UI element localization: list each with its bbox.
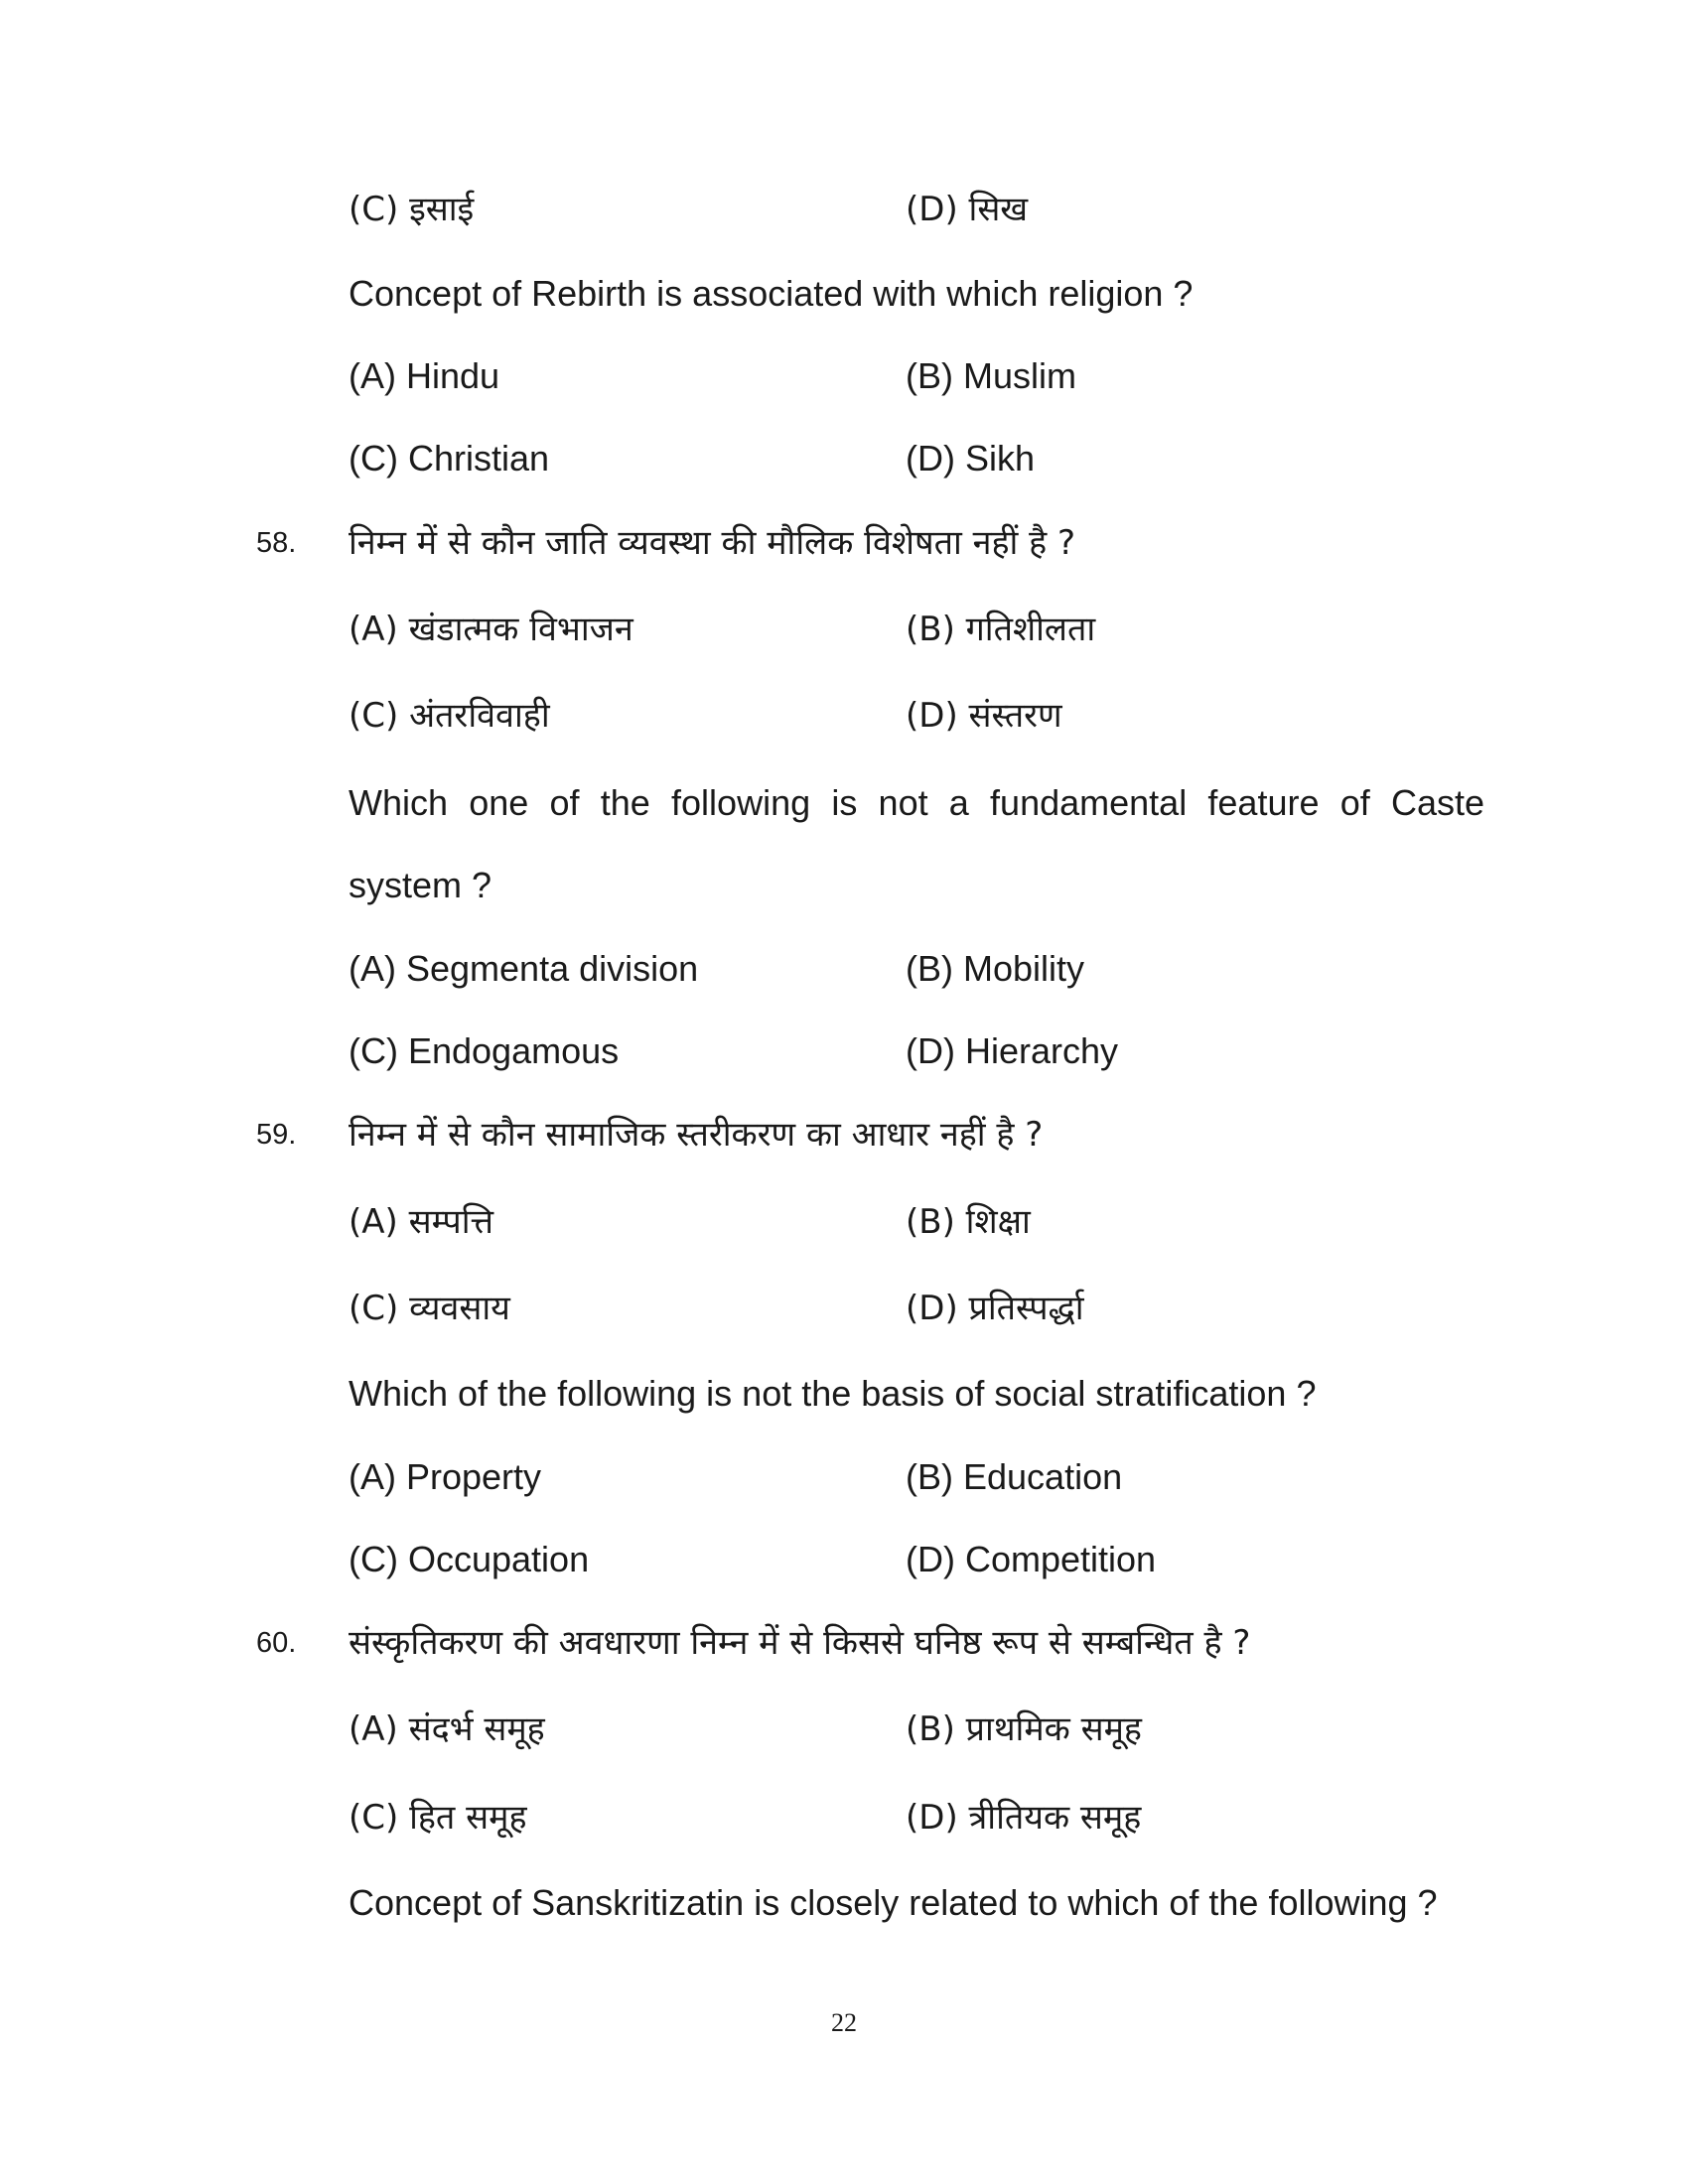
q60-hindi-question-row (0, 1613, 1688, 1673)
q60-english-question-row (0, 1873, 1688, 1933)
q57-hindi-option-c: (C) इसाई (349, 190, 475, 229)
q59-hindi-option-b: (B) शिक्षा (906, 1202, 1031, 1242)
q59-english-question-row (0, 1364, 1688, 1424)
q58-english-question-line-1: Which one of the following is not a fundamental feature of Caste (349, 782, 1484, 823)
q59-hindi-option-a: (A) सम्पत्ति (349, 1202, 494, 1242)
q58-hindi-question-row (0, 513, 1688, 573)
q57-english-question-row (0, 264, 1688, 324)
q59-hindi-options-ab (0, 1192, 1688, 1252)
q60-hindi-options-cd (0, 1788, 1688, 1847)
q59-english-question: Which of the following is not the basis of social stratification ? (349, 1373, 1317, 1414)
q58-english-options-cd (0, 1022, 1688, 1081)
q60-hindi-option-b: (B) प्राथमिक समूह (906, 1709, 1142, 1749)
q59-english-option-c: (C) Occupation (349, 1539, 590, 1579)
q58-english-option-c: (C) Endogamous (349, 1030, 620, 1071)
q59-english-option-d: (D) Competition (906, 1539, 1157, 1579)
q58-english-question-line-2: system ? (349, 865, 492, 905)
q58-english-question-row-1 (0, 773, 1688, 833)
q58-english-option-b: (B) Mobility (906, 948, 1085, 989)
q59-hindi-options-cd (0, 1279, 1688, 1338)
q58-english-options-ab (0, 939, 1688, 999)
q59-hindi-question-row (0, 1105, 1688, 1164)
q58-number: 58. (256, 527, 297, 559)
q57-english-question: Concept of Rebirth is associated with which religion ? (349, 273, 1194, 314)
q59-hindi-option-d: (D) प्रतिस्पर्द्धा (906, 1289, 1084, 1328)
q58-hindi-option-a: (A) खंडात्मक विभाजन (349, 610, 633, 649)
q59-number: 59. (256, 1119, 297, 1151)
q60-hindi-option-a: (A) संदर्भ समूह (349, 1709, 545, 1749)
q58-english-option-d: (D) Hierarchy (906, 1030, 1119, 1071)
q59-english-options-cd (0, 1530, 1688, 1589)
q58-hindi-options-ab (0, 600, 1688, 659)
q58-hindi-option-c: (C) अंतरविवाही (349, 696, 550, 736)
q57-english-options-cd (0, 429, 1688, 488)
q59-hindi-question: निम्न में से कौन सामाजिक स्तरीकरण का आधार नहीं है ? (349, 1115, 1044, 1155)
q58-hindi-option-b: (B) गतिशीलता (906, 610, 1096, 649)
q58-english-option-a: (A) Segmenta division (349, 948, 699, 989)
q57-english-options-ab (0, 346, 1688, 406)
q59-english-options-ab (0, 1447, 1688, 1507)
q58-hindi-option-d: (D) संस्तरण (906, 696, 1062, 736)
q59-english-option-a: (A) Property (349, 1456, 542, 1497)
page-number: 22 (831, 2008, 857, 2037)
q57-english-option-b: (B) Muslim (906, 355, 1076, 396)
q60-hindi-options-ab (0, 1700, 1688, 1759)
q58-hindi-question: निम्न में से कौन जाति व्यवस्था की मौलिक विशेषता नहीं है ? (349, 523, 1076, 563)
q60-english-question: Concept of Sanskritizatin is closely related to which of the following ? (349, 1882, 1438, 1923)
q57-english-option-d: (D) Sikh (906, 438, 1036, 478)
q57-english-option-c: (C) Christian (349, 438, 550, 478)
q59-english-option-b: (B) Education (906, 1456, 1123, 1497)
q58-hindi-options-cd (0, 686, 1688, 746)
q58-english-question-row-2 (0, 856, 1688, 915)
q57-english-option-a: (A) Hindu (349, 355, 500, 396)
q60-hindi-option-d: (D) त्रीतियक समूह (906, 1798, 1142, 1838)
q57-hindi-options-cd (0, 180, 1688, 239)
q60-hindi-option-c: (C) हित समूह (349, 1798, 527, 1838)
q60-number: 60. (256, 1627, 297, 1659)
q60-hindi-question: संस्कृतिकरण की अवधारणा निम्न में से किससे घनिष्ठ रूप से सम्बन्धित है ? (349, 1623, 1251, 1663)
q59-hindi-option-c: (C) व्यवसाय (349, 1289, 510, 1328)
q57-hindi-option-d: (D) सिख (906, 190, 1029, 229)
